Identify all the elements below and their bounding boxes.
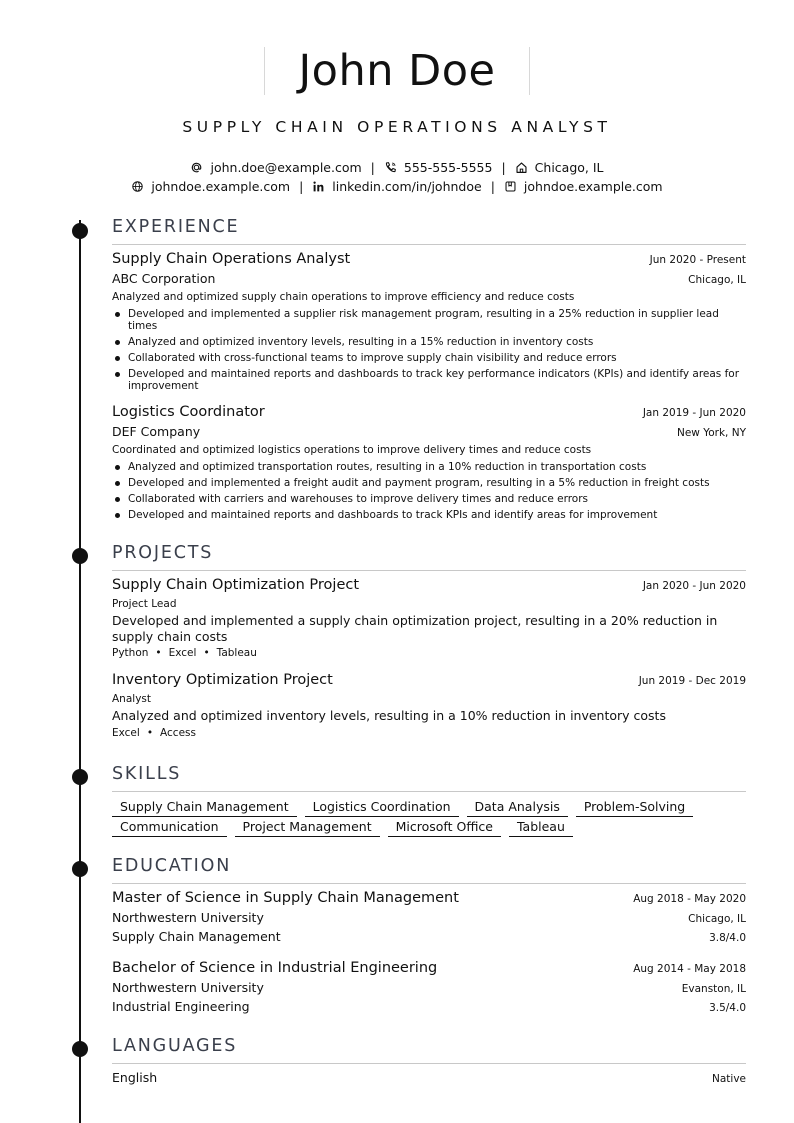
section-divider (112, 570, 746, 571)
education-entry (112, 890, 746, 948)
email-contact[interactable] (190, 160, 361, 175)
linkedin-text: linkedin.com/in/johndoe (332, 179, 482, 194)
email-text: john.doe@example.com (210, 160, 362, 175)
entry-subheader (112, 424, 746, 441)
degree: Master of Science in Supply Chain Management (112, 890, 459, 906)
language-level: Native (712, 1073, 746, 1085)
project-description: Developed and implemented a supply chain optimization project, resulting in a 20% reduction in supply chain costs (112, 613, 718, 644)
timeline-dot-experience (72, 223, 88, 239)
entry-detail (112, 999, 746, 1018)
entry-location: Chicago, IL (688, 274, 746, 286)
globe-icon (131, 180, 144, 193)
portfolio-contact[interactable] (504, 179, 663, 194)
phone-text: 555-555-5555 (403, 160, 493, 175)
field-of-study: Industrial Engineering (112, 999, 250, 1014)
project-tech-list (112, 727, 746, 739)
language-name: English (112, 1070, 158, 1085)
gpa: 3.8/4.0 (709, 932, 746, 944)
project-entry (112, 672, 746, 739)
field-of-study: Supply Chain Management (112, 929, 281, 944)
list-item: Developed and maintained reports and dashboards to track key performance indicators (KPIs) and identify areas for improvement (112, 368, 746, 392)
list-item: Collaborated with cross-functional teams to improve supply chain visibility and reduce errors (112, 352, 746, 364)
project-dates: Jan 2020 - Jun 2020 (642, 580, 746, 592)
skills-section (112, 762, 746, 838)
education-dates: Aug 2018 - May 2020 (633, 893, 746, 905)
tech-item: Python (112, 647, 149, 659)
project-role: Project Lead (112, 598, 177, 610)
tech-separator: • (146, 726, 154, 739)
entry-role: Logistics Coordinator (112, 404, 265, 420)
project-description: Analyzed and optimized inventory levels, resulting in a 10% reduction in inventory costs (112, 708, 666, 723)
tech-separator: • (155, 647, 162, 659)
list-item: Developed and maintained reports and dashboards to track KPIs and identify areas for improvement (112, 509, 746, 521)
section-title: PROJECTS (112, 543, 214, 563)
at-icon (190, 161, 203, 174)
website-contact[interactable] (131, 179, 290, 194)
education-dates: Aug 2014 - May 2018 (633, 963, 746, 975)
entry-role: Supply Chain Operations Analyst (112, 251, 351, 267)
job-title: SUPPLY CHAIN OPERATIONS ANALYST (182, 118, 612, 136)
section-divider (112, 1063, 746, 1064)
portfolio-text: johndoe.example.com (523, 179, 663, 194)
project-role: Analyst (112, 693, 151, 705)
tech-item: Access (160, 726, 196, 739)
entry-subheader (112, 980, 746, 999)
skill-tag: Microsoft Office (388, 818, 501, 837)
section-title: EXPERIENCE (112, 217, 240, 237)
skill-tag: Project Management (235, 818, 380, 837)
list-item: Analyzed and optimized transportation routes, resulting in a 10% reduction in transportation costs (112, 461, 746, 473)
contact-line-2 (0, 179, 794, 194)
section-title: EDUCATION (112, 856, 232, 876)
phone-contact[interactable] (384, 160, 493, 175)
experience-entry (112, 251, 746, 392)
timeline-dot-skills (72, 769, 88, 785)
entry-subheader (112, 910, 746, 929)
education-entry (112, 960, 746, 1018)
section-divider (112, 244, 746, 245)
project-name: Supply Chain Optimization Project (112, 577, 360, 593)
location-text: Chicago, IL (534, 160, 604, 175)
project-entry (112, 577, 746, 659)
entry-header (112, 577, 746, 597)
entry-company: ABC Corporation (112, 271, 216, 286)
tech-item: Excel (168, 647, 197, 659)
entry-location: New York, NY (676, 427, 746, 439)
entry-company: DEF Company (112, 424, 201, 439)
section-title: SKILLS (112, 764, 182, 784)
school: Northwestern University (112, 980, 264, 995)
entry-header (112, 404, 746, 424)
experience-entry (112, 404, 746, 521)
projects-section (112, 541, 746, 739)
separator: | (501, 160, 506, 175)
tech-item: Excel (112, 726, 140, 739)
education-location: Evanston, IL (681, 983, 746, 995)
project-dates: Jun 2019 - Dec 2019 (638, 675, 746, 687)
project-tech-list (112, 647, 746, 659)
home-icon (515, 161, 528, 174)
languages-section (112, 1034, 746, 1088)
separator: | (299, 179, 304, 194)
entry-bullets (112, 461, 746, 521)
skills-list (112, 798, 746, 838)
skill-tag: Data Analysis (467, 798, 568, 817)
separator: | (370, 160, 375, 175)
tech-separator: • (203, 647, 210, 659)
experience-section (112, 215, 746, 521)
separator: | (490, 179, 495, 194)
section-divider (112, 791, 746, 792)
education-location: Chicago, IL (688, 913, 746, 925)
school: Northwestern University (112, 910, 264, 925)
entry-header (112, 960, 746, 980)
candidate-name: John Doe (298, 46, 496, 96)
entry-summary: Analyzed and optimized supply chain operations to improve efficiency and reduce costs (112, 291, 575, 303)
project-name: Inventory Optimization Project (112, 672, 333, 688)
phone-icon (384, 161, 397, 174)
entry-summary: Coordinated and optimized logistics operations to improve delivery times and reduce costs (112, 444, 592, 456)
skill-tag: Problem-Solving (576, 798, 693, 817)
linkedin-contact[interactable] (312, 179, 481, 194)
tech-item: Tableau (216, 647, 257, 659)
entry-bullets (112, 308, 746, 392)
list-item: Developed and implemented a freight audit and payment program, resulting in a 5% reduction in freight costs (112, 477, 746, 489)
website-text: johndoe.example.com (151, 179, 291, 194)
portfolio-icon (504, 180, 517, 193)
timeline-dot-languages (72, 1041, 88, 1057)
gpa: 3.5/4.0 (709, 1002, 746, 1014)
location-contact (515, 160, 604, 175)
skill-tag: Logistics Coordination (305, 798, 459, 817)
list-item: Analyzed and optimized inventory levels, resulting in a 15% reduction in inventory costs (112, 336, 746, 348)
entry-header (112, 672, 746, 692)
entry-detail (112, 929, 746, 948)
name-box (264, 47, 529, 95)
list-item: Collaborated with carriers and warehouses to improve delivery times and reduce errors (112, 493, 746, 505)
skill-tag: Tableau (509, 818, 573, 837)
timeline-dot-projects (72, 548, 88, 564)
entry-header (112, 251, 746, 271)
degree: Bachelor of Science in Industrial Engineering (112, 960, 438, 976)
name-row (0, 47, 794, 95)
entry-dates: Jun 2020 - Present (649, 254, 746, 266)
linkedin-icon (312, 180, 325, 193)
skill-tag: Supply Chain Management (112, 798, 297, 817)
skill-tag: Communication (112, 818, 227, 837)
list-item: Developed and implemented a supplier risk management program, resulting in a 25% reduction in supplier lead times (112, 308, 746, 332)
contact-line-1 (0, 160, 794, 175)
timeline-line (79, 220, 81, 1123)
timeline-dot-education (72, 861, 88, 877)
language-entry (112, 1070, 746, 1088)
education-section (112, 854, 746, 1018)
section-title: LANGUAGES (112, 1036, 238, 1056)
section-divider (112, 883, 746, 884)
entry-dates: Jan 2019 - Jun 2020 (642, 407, 746, 419)
entry-subheader (112, 271, 746, 288)
entry-header (112, 890, 746, 910)
